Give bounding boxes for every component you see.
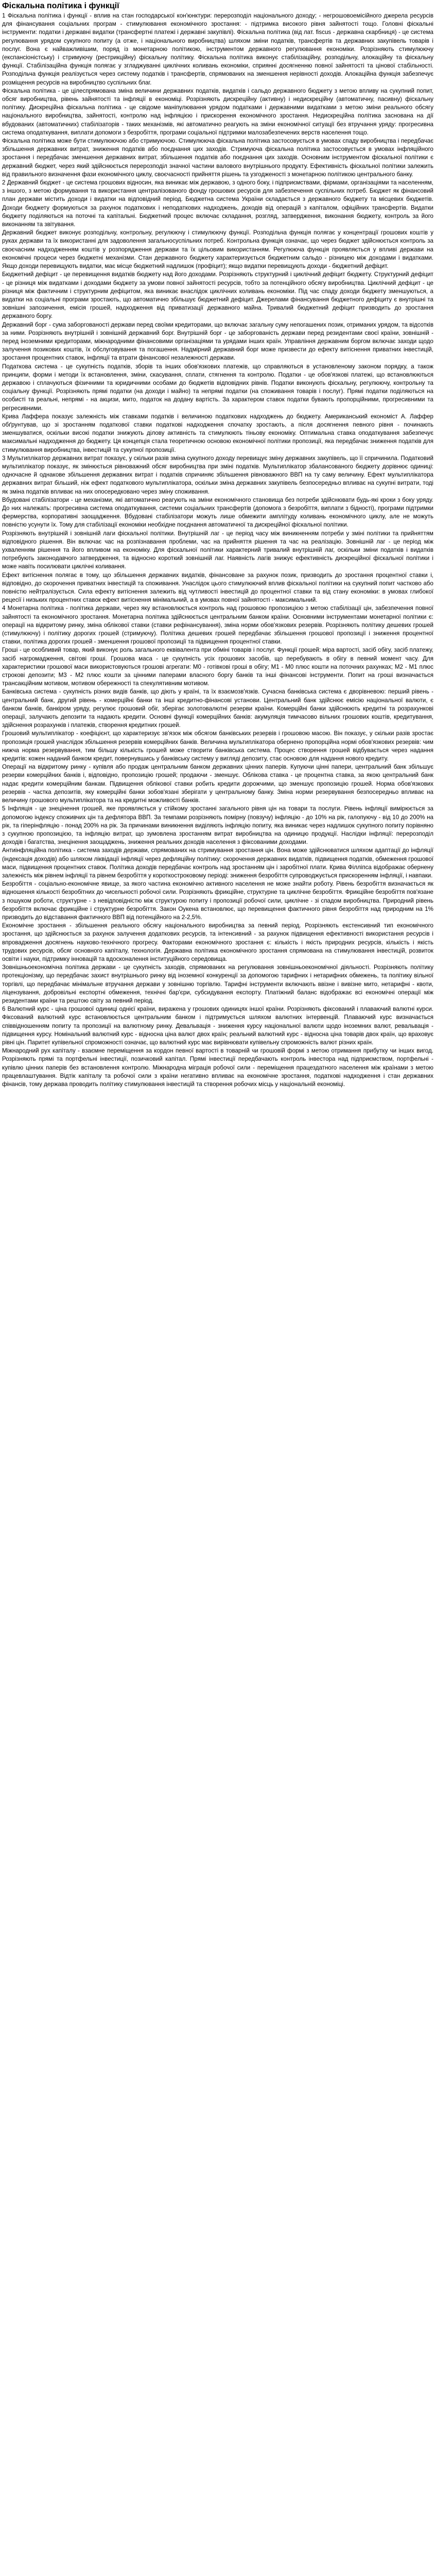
- paragraph: Державний борг - сума заборгованості держави перед своїми кредиторами, що включає загальну суму непогашених позик, отриманих урядом, та відсотків за ними. Розрізняють внутрішній і зовнішній державний борг. Внутрішній борг - це заборгованість держави перед резидентами своєї країни, зовнішній - перед іноземними кредиторами, міжнародними фінансовими організаціями та урядами інших країн. Управління державним боргом включає заходи щодо залучення позикових коштів, їх обслуговування та погашення. Надмірний державний борг може призвести до ефекту витіснення приватних інвестицій, зростання процентних ставок, інфляції та втрати фінансової незалежності держави.: [2, 321, 433, 362]
- paragraph: 1 Фіскальна політика і функції - вплив на стан господарської кон'юнктури: перерозподіл національного доходу; - негрошовоемісійного джерела ресурсів для фінансування соціальних програм - стимулювання економічного зростання: - підтримка високого рівня зайнятості тощо. Головні фіскальні інструменти: податки і державні видатки (трансфертні платежі і державні закупівлі). Фіскальна політика (від лат. fiscus - державна скарбниця) - це система регулювання урядом сукупного попиту (а отже, і національного виробництва) шляхом зміни податків, трансфертів та державних закупівель товарів і послуг. Вона є найважливішим, поряд із монетарною політикою, інструментом державного регулювання економіки. Розрізняють стимулюючу (експансіоністську) і стримуючу (рестрикційну) фіскальну політику. Фіскальна політика виконує стабілізаційну, розподільчу, алокаційну та фіскальну функції. Стабілізаційна функція полягає у згладжуванні циклічних коливань економіки, сприянні досягненню повної зайнятості та цінової стабільності. Розподільча функція реалізується через систему податків і трансфертів, спрямованих на зменшення нерівності доходів. Алокаційна функція забезпечує розміщення ресурсів на виробництво суспільних благ.: [2, 12, 433, 86]
- paragraph: Зовнішньоекономічна політика держави - це сукупність заходів, спрямованих на регулювання зовнішньоекономічної діяльності. Розрізняють політику протекціонізму, що передбачає захист внутрішнього ринку від іноземної конкуренції за допомогою тарифних і нетарифних обмежень, та політику вільної торгівлі, що передбачає мінімальне втручання держави у зовнішню торгівлю. Тарифні інструменти включають ввізне і вивізне мито, нетарифні - квоти, ліцензування, добровільні експортні обмеження, технічні бар'єри, субсидування експорту. Платіжний баланс відображає всі економічні операції між резидентами країни та рештою світу за певний період.: [2, 964, 433, 1004]
- document-title: Фіскальна політика і функції: [2, 2, 119, 10]
- paragraph: Податкова система - це сукупність податків, зборів та інших обов'язкових платежів, що справляються в установленому законом порядку, а також принципи, форми і методи їх встановлення, зміни, скасування, сплати, стягнення та контролю. Податки - це обов'язкові платежі, що встановлюються державою і сплачуються фізичними та юридичними особами до бюджетів відповідних рівнів. Податки виконують фіскальну, регулюючу, контрольну та соціальну функції. Розрізняють прямі податки (на доходи і майно) та непрямі податки (на споживання товарів і послуг). Прямі податки поділяються на особисті та реальні, непрямі - на акцизи, мито, податок на додану вартість. За характером ставок податки бувають пропорційними, прогресивними та регресивними.: [2, 363, 433, 412]
- paragraph: Бюджетний дефіцит - це перевищення видатків бюджету над його доходами. Розрізняють структурний і циклічний дефіцит бюджету. Структурний дефіцит - це різниця між видатками і доходами бюджету за умови повної зайнятості ресурсів, тобто за потенційного обсягу виробництва. Циклічний дефіцит - це різниця між фактичним і структурним дефіцитом, яка виникає внаслідок циклічних коливань економіки. Під час спаду доходи бюджету зменшуються, а видатки на соціальні програми зростають, що автоматично збільшує бюджетний дефіцит. Джерелами фінансування бюджетного дефіциту є внутрішні та зовнішні запозичення, емісія грошей, надходження від приватизації державного майна. Тривалий бюджетний дефіцит призводить до зростання державного боргу.: [2, 271, 433, 320]
- paragraph: 2 Державний бюджет - це система грошових відносин, яка виникає між державою, з одного боку, і підприємствами, фірмами, організаціями та населенням, з іншого, з метою формування та використання централізованого фонду грошових ресурсів для забезпечення суспільних потреб. Бюджет як фінансовий план держави містить доходи і видатки на відповідний період. Бюджетна система України складається з державного бюджету та місцевих бюджетів. Доходи бюджету формуються за рахунок податкових і неподаткових надходжень, доходів від операцій з капіталом, офіційних трансфертів. Видатки бюджету поділяються на поточні та капітальні. Бюджетний процес включає складання, розгляд, затвердження, виконання бюджету, контроль за його виконанням та звітування.: [2, 179, 433, 228]
- paragraph: Безробіття - соціально-економічне явище, за якого частина економічно активного населення не може знайти роботу. Рівень безробіття визначається як відношення кількості безробітних до чисельності робочої сили. Розрізняють фрикційне, структурне та циклічне безробіття. Фрикційне безробіття пов'язане з пошуком роботи, структурне - з невідповідністю між структурою попиту і пропозиції робочої сили, циклічне - зі спадом виробництва. Природний рівень безробіття включає фрикційне і структурне безробіття. Закон Оукена встановлює, що перевищення фактичного рівня безробіття над природним на 1% призводить до відставання фактичного ВВП від потенційного на 2-2,5%.: [2, 880, 433, 921]
- paragraph: Розрізняють внутрішній і зовнішній лаги фіскальної політики. Внутрішній лаг - це період часу між виникненням потреби у зміні політики та прийняттям відповідного рішення. Він включає час на розпізнавання проблеми, час на прийняття рішення та час на реалізацію. Зовнішній лаг - це період між ухваленням рішення та його впливом на економіку. Для фіскальної політики характерний тривалий внутрішній лаг, оскільки зміни податків і видатків потребують законодавчого затвердження, та відносно короткий зовнішній лаг. Наявність лагів знижує ефективність дискреційної фіскальної політики і може навіть посилювати циклічні коливання.: [2, 530, 433, 570]
- paragraph: Державний бюджет виконує розподільчу, контрольну, регулюючу і стимулюючу функції. Розподільча функція полягає у концентрації грошових коштів у руках держави та їх використанні для задоволення загальносуспільних потреб. Контрольна функція означає, що через бюджет здійснюється контроль за своєчасним надходженням коштів у розпорядження держави та їх цільовим використанням. Регулююча функція проявляється у впливі держави на економічні процеси через бюджетні механізми. Стан державного бюджету характеризується бюджетним сальдо - різницею між доходами і видатками. Якщо доходи перевищують видатки, має місце бюджетний надлишок (профіцит); якщо видатки перевищують доходи - бюджетний дефіцит.: [2, 229, 433, 270]
- paragraph: Грошовий мультиплікатор - коефіцієнт, що характеризує зв'язок між обсягом банківських резервів і грошовою масою. Він показує, у скільки разів зростає пропозиція грошей унаслідок збільшення резервів комерційних банків. Величина мультиплікатора обернено пропорційна нормі обов'язкових резервів: чим нижча норма резервування, тим більшу кількість грошей може створити банківська система. Процес створення грошей відбувається через надання кредитів: кожен наданий банком кредит, повернувшись у банківську систему у вигляді депозиту, стає основою для надання нового кредиту.: [2, 730, 433, 762]
- paragraph: Операції на відкритому ринку - купівля або продаж центральним банком державних цінних паперів. Купуючи цінні папери, центральний банк збільшує резерви комерційних банків і, відповідно, пропозицію грошей; продаючи - зменшує. Облікова ставка - це процентна ставка, за якою центральний банк надає кредити комерційним банкам. Підвищення облікової ставки робить кредити дорожчими, що зменшує пропозицію грошей. Норма обов'язкових резервів - частка депозитів, яку комерційні банки зобов'язані зберігати у центральному банку. Зміна норми резервування безпосередньо впливає на величину грошового мультиплікатора та на кредитні можливості банків.: [2, 764, 433, 804]
- paragraph: Вбудовані стабілізатори - це механізми, які автоматично реагують на зміни економічного становища без потреби здійснювати будь-які кроки з боку уряду. До них належать: прогресивна система оподаткування, системи соціальних трансфертів (допомога з безробіття, виплати з бідності), програми підтримки фермерства, корпоративні заощадження. Вбудовані стабілізатори можуть лише обмежити амплітуду коливань економічного циклу, але не можуть повністю усунути їх. Тому для стабілізації економіки необхідне поєднання автоматичної та дискреційної фіскальної політики.: [2, 496, 433, 529]
- paragraph: Економічне зростання - збільшення реального обсягу національного виробництва за певний період. Розрізняють екстенсивний тип економічного зростання, що здійснюється за рахунок залучення додаткових ресурсів, та інтенсивний - за рахунок підвищення ефективності використання ресурсів і впровадження досягнень науково-технічного прогресу. Факторами економічного зростання є: кількість і якість природних ресурсів, кількість і якість трудових ресурсів, обсяг основного капіталу, технологія. Державна політика економічного зростання спрямована на стимулювання інвестицій, розвиток освіти і науки, підтримку інновацій та вдосконалення інституційного середовища.: [2, 922, 433, 962]
- paragraph: 4 Монетарна політика - політика держави, через яку встановлюється контроль над грошовою пропозицією з метою стабілізації цін, забезпечення повної зайнятості та економічного зростання. Монетарна політика здійснюється центральним банком країни. Основними інструментами монетарної політики є: операції на відкритому ринку, зміна облікової ставки (ставки рефінансування), зміна норми обов'язкових резервів. Розрізняють політику дешевих грошей (стимулюючу) і політику дорогих грошей (стримуючу). Політика дешевих грошей передбачає збільшення грошової пропозиції і зниження процентної ставки, політика дорогих грошей - зменшення грошової пропозиції та підвищення процентної ставки.: [2, 605, 433, 646]
- paragraph: 3 Мультиплікатор державних витрат показує, у скільки разів зміна сукупного доходу перевищує зміну державних закупівель, що її спричинила. Податковий мультиплікатор показує, як змінюється рівноважний обсяг виробництва при зміні податків. Мультиплікатор збалансованого бюджету дорівнює одиниці: одночасне й однакове збільшення державних витрат і податків спричиняє збільшення рівноважного ВВП на ту саму величину. Ефект мультиплікатора державних витрат більший, ніж ефект податкового мультиплікатора, оскільки зміна державних закупівель безпосередньо впливає на сукупні витрати, тоді як зміна податків впливає на них опосередковано через зміну споживання.: [2, 454, 433, 495]
- paragraph: Фіскальна політика може бути стимулюючою або стримуючою. Стимулююча фіскальна політика застосовується в умовах спаду виробництва і передбачає збільшення державних витрат, зниження податків або поєднання цих заходів. Стримуюча фіскальна політика застосовується в умовах інфляційного зростання і передбачає зменшення державних витрат, збільшення податків або поєднання цих заходів. Основним інструментом фіскальної політики є державний бюджет, через який здійснюється перерозподіл значної частини валового внутрішнього продукту. Ефективність фіскальної політики залежить від правильного визначення фази економічного циклу, своєчасності прийняття рішень та узгодженості з монетарною політикою центрального банку.: [2, 138, 433, 178]
- paragraph: 6 Валютний курс - ціна грошової одиниці однієї країни, виражена у грошових одиницях іншої країни. Розрізняють фіксований і плаваючий валютні курси. Фіксований валютний курс встановлюється центральним банком і підтримується шляхом валютних інтервенцій. Плаваючий курс визначається співвідношенням попиту та пропозиції на валютному ринку. Девальвація - зниження курсу національної валюти щодо іноземних валют, ревальвація - підвищення курсу. Номінальний валютний курс - відносна ціна валют двох країн; реальний валютний курс - відносна ціна товарів двох країн, що враховує рівні цін. Паритет купівельної спроможності означає, що валютний курс має вирівнювати купівельну спроможність валют різних країн.: [2, 1006, 433, 1046]
- paragraph: Банківська система - сукупність різних видів банків, що діють у країні, та їх взаємозв'язків. Сучасна банківська система є дворівневою: перший рівень - центральний банк, другий рівень - комерційні банки та інші кредитно-фінансові установи. Центральний банк здійснює емісію національної валюти, є банком банків, банкіром уряду, регулює грошовий обіг, зберігає золотовалютні резерви країни. Комерційні банки здійснюють кредитні та розрахункові операції, залучають депозити та надають кредити. Основні функції комерційних банків: акумуляція тимчасово вільних грошових коштів, кредитування, здійснення розрахунків і платежів, створення кредитних грошей.: [2, 688, 433, 729]
- paragraph: 5 Інфляція - це знецінення грошей, яке проявляється у стійкому зростанні загального рівня цін на товари та послуги. Рівень інфляції вимірюється за допомогою індексу споживчих цін та дефлятора ВВП. За темпами розрізняють помірну (повзучу) інфляцію - до 10% на рік, галопуючу - від 10 до 200% на рік, та гіперінфляцію - понад 200% на рік. За причинами виникнення виділяють інфляцію попиту, яка виникає через надлишок сукупного попиту порівняно з сукупною пропозицією, та інфляцію витрат, що зумовлена зростанням витрат виробництва на одиницю продукції. Наслідки інфляції: перерозподіл доходів і багатства, знецінення заощаджень, зниження реальних доходів населення з фіксованими доходами.: [2, 805, 433, 846]
- paragraph: Міжнародний рух капіталу - взаємне переміщення за кордон певної вартості в товарній чи грошовій формі з метою отримання прибутку чи інших вигод. Розрізняють прямі та портфельні інвестиції, позичковий капітал. Прямі інвестиції передбачають контроль інвестора над підприємством, портфельні - купівлю цінних паперів без встановлення контролю. Міжнародна міграція робочої сили - переміщення працездатного населення між країнами з метою працевлаштування. Відтік капіталу та робочої сили з країни негативно впливає на економічне зростання, податкові надходження і стан державних фінансів, тому держава проводить політику стимулювання інвестицій та створення робочих місць у національній економіці.: [2, 1047, 433, 1088]
- paragraph: Антиінфляційна політика - система заходів держави, спрямованих на стримування зростання цін. Вона може здійснюватися шляхом адаптації до інфляції (індексація доходів) або шляхом ліквідації інфляції через дефляційну політику: скорочення державних видатків, підвищення податків, обмеження грошової маси, підвищення процентних ставок. Політика доходів передбачає контроль над зростанням цін і заробітної плати. Крива Філліпса відображає обернену залежність між рівнем інфляції та рівнем безробіття у короткостроковому періоді: зниження безробіття супроводжується прискоренням інфляції, і навпаки.: [2, 847, 433, 879]
- paragraph: Гроші - це особливий товар, який виконує роль загального еквівалента при обміні товарів і послуг. Функції грошей: міра вартості, засіб обігу, засіб платежу, засіб нагромадження, світові гроші. Грошова маса - це сукупність усіх грошових засобів, що перебувають в обігу в певний момент часу. Для характеристики грошової маси використовуються грошові агрегати: М0 - готівкові гроші в обігу; М1 - М0 плюс кошти на поточних рахунках; М2 - М1 плюс строкові депозити; М3 - М2 плюс кошти за цінними паперами власного боргу банків та інші фінансові інструменти. Попит на гроші визначається трансакційним мотивом, мотивом обережності та спекулятивним мотивом.: [2, 647, 433, 687]
- paragraph: Ефект витіснення полягає в тому, що збільшення державних видатків, фінансоване за рахунок позик, призводить до зростання процентної ставки і, відповідно, до скорочення приватних інвестицій та споживання. Унаслідок цього стимулюючий вплив фіскальної політики на сукупний попит частково або повністю нейтралізується. Сила ефекту витіснення залежить від чутливості інвестицій до процентної ставки та від стану економіки: в умовах глибокої рецесії і низьких процентних ставок ефект витіснення мінімальний, а в умовах повної зайнятості - максимальний.: [2, 571, 433, 604]
- document-body: [2, 12, 433, 1089]
- paragraph: Фіскальна політика - це цілеспрямована зміна величини державних податків, видатків і сальдо державного бюджету з метою впливу на сукупний попит, обсяг виробництва, рівень зайнятості та інфляції в економіці. Розрізняють дискреційну (активну) і недискреційну (автоматичну, пасивну) фіскальну політику. Дискреційна фіскальна політика - це свідоме маніпулювання урядом податками і державними видатками з метою зміни реального обсягу національного виробництва, зайнятості, контролю над інфляцією і прискорення економічного зростання. Недискреційна політика заснована на дії вбудованих (автоматичних) стабілізаторів - таких механізмів, які автоматично реагують на зміни економічної ситуації без втручання уряду: прогресивна система оподаткування, виплати допомоги з безробіття, програми соціальної підтримки малозабезпечених верств населення тощо.: [2, 87, 433, 136]
- paragraph: Крива Лаффера показує залежність між ставками податків і величиною податкових надходжень до бюджету. Американський економіст А. Лаффер обґрунтував, що зі зростанням податкової ставки податкові надходження спочатку зростають, а після досягнення певного рівня - починають зменшуватися, оскільки високі податки знижують ділову активність та стимулюють тіньову економіку. Оптимальна ставка оподаткування забезпечує максимальні надходження до бюджету. Ця концепція стала теоретичною основою економічної політики пропозиції, яка передбачає зниження податків для стимулювання виробництва, інвестицій та сукупної пропозиції.: [2, 413, 433, 453]
